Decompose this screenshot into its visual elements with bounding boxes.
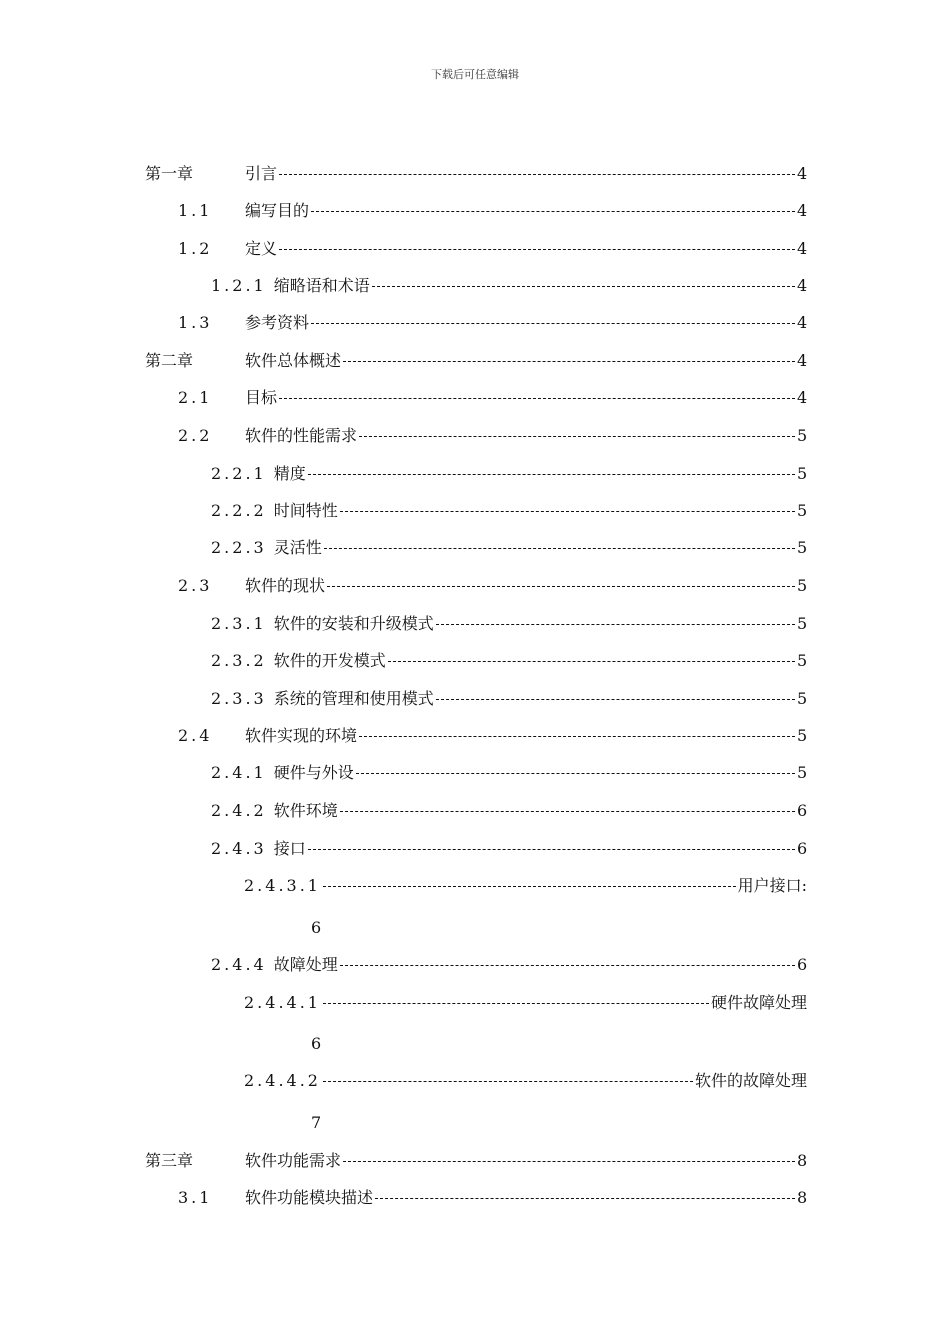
toc-title: 软件的性能需求 — [245, 426, 358, 445]
toc-page: 5 — [797, 726, 808, 745]
toc-title: 软件环境 — [273, 801, 338, 820]
toc-entry[interactable] — [211, 536, 807, 560]
toc-title: 目标 — [245, 388, 278, 407]
toc-entry[interactable] — [211, 799, 807, 823]
toc-page: 8 — [797, 1188, 808, 1207]
toc-leader — [323, 991, 709, 1015]
toc-page: 4 — [797, 313, 808, 332]
toc-entry[interactable] — [211, 687, 807, 711]
toc-title: 软件的现状 — [245, 576, 326, 595]
toc-number: 第三章 — [145, 1151, 194, 1170]
toc-page: 5 — [797, 614, 808, 633]
toc-title: 参考资料 — [245, 313, 310, 332]
toc-leader — [324, 536, 795, 560]
toc-page: 8 — [797, 1151, 808, 1170]
toc-leader — [311, 311, 795, 335]
toc-number: 1.1 — [178, 201, 213, 220]
toc-leader — [327, 574, 795, 598]
toc-number: 第一章 — [145, 164, 194, 183]
toc-entry[interactable] — [211, 761, 807, 785]
toc-leader — [340, 953, 795, 977]
toc-title: 故障处理 — [273, 955, 338, 974]
toc-entry[interactable] — [211, 837, 807, 861]
toc-number: 2.3 — [178, 576, 213, 595]
toc-entry[interactable] — [145, 349, 807, 373]
toc-page: 5 — [797, 689, 808, 708]
toc-page: 6 — [311, 918, 322, 937]
toc-page: 5 — [797, 538, 808, 557]
toc-number: 2.4.3 — [211, 839, 267, 858]
toc-entry[interactable] — [211, 499, 807, 523]
toc-leader — [436, 612, 795, 636]
toc-page: 4 — [797, 239, 808, 258]
toc-leader — [375, 1186, 795, 1210]
toc-entry[interactable] — [178, 1186, 807, 1210]
toc-number: 2.4.4.1 — [244, 993, 321, 1012]
toc-leader — [279, 237, 795, 261]
toc-leader — [388, 649, 795, 673]
toc-number: 1.2 — [178, 239, 213, 258]
toc-leader — [340, 499, 795, 523]
toc-number: 2.4 — [178, 726, 213, 745]
toc-entry[interactable] — [244, 1069, 807, 1093]
toc-number: 2.4.2 — [211, 801, 267, 820]
toc-number: 第二章 — [145, 351, 194, 370]
toc-page: 7 — [311, 1113, 322, 1132]
toc-number: 2.3.2 — [211, 651, 267, 670]
toc-title: 精度 — [273, 464, 306, 483]
toc-page: 6 — [797, 801, 808, 820]
toc-number: 2.2.2 — [211, 501, 267, 520]
toc-page: 6 — [797, 839, 808, 858]
toc-title: 用户接口: — [737, 876, 807, 895]
toc-page: 6 — [311, 1034, 322, 1053]
toc-entry[interactable] — [178, 574, 807, 598]
toc-leader — [372, 274, 795, 298]
toc-number: 2.2 — [178, 426, 213, 445]
toc-number: 3.1 — [178, 1188, 213, 1207]
toc-leader — [323, 874, 736, 898]
toc-leader — [343, 349, 795, 373]
toc-page: 4 — [797, 351, 808, 370]
toc-leader — [343, 1149, 795, 1173]
toc-leader — [279, 162, 795, 186]
toc-number: 2.2.1 — [211, 464, 267, 483]
toc-entry[interactable] — [211, 612, 807, 636]
toc-leader — [311, 199, 795, 223]
toc-entry[interactable] — [178, 199, 807, 223]
toc-number: 2.4.4 — [211, 955, 267, 974]
toc-title: 硬件与外设 — [273, 763, 354, 782]
toc-title: 软件实现的环境 — [245, 726, 358, 745]
toc-leader — [359, 724, 795, 748]
toc-number: 2.4.3.1 — [244, 876, 321, 895]
toc-entry[interactable] — [178, 237, 807, 261]
toc-entry[interactable] — [178, 311, 807, 335]
toc-page: 4 — [797, 388, 808, 407]
toc-page: 4 — [797, 201, 808, 220]
toc-page: 5 — [797, 464, 808, 483]
toc-number: 1.3 — [178, 313, 213, 332]
toc-page: 5 — [797, 763, 808, 782]
toc-page: 4 — [797, 276, 808, 295]
toc-leader — [340, 799, 795, 823]
toc-title: 软件的故障处理 — [694, 1071, 807, 1090]
toc-entry[interactable] — [211, 462, 807, 486]
toc-title: 缩略语和术语 — [273, 276, 370, 295]
toc-title: 硬件故障处理 — [710, 993, 807, 1012]
toc-entry[interactable] — [211, 953, 807, 977]
toc-page: 5 — [797, 576, 808, 595]
toc-title: 时间特性 — [273, 501, 338, 520]
toc-number: 2.4.1 — [211, 763, 267, 782]
toc-entry[interactable] — [178, 724, 807, 748]
toc-page: 5 — [797, 426, 808, 445]
toc-leader — [359, 424, 795, 448]
toc-entry[interactable] — [244, 991, 807, 1015]
toc-entry[interactable] — [178, 424, 807, 448]
toc-title: 软件功能需求 — [245, 1151, 342, 1170]
toc-title: 系统的管理和使用模式 — [273, 689, 434, 708]
toc-entry[interactable] — [211, 649, 807, 673]
toc-title: 软件的安装和升级模式 — [273, 614, 434, 633]
toc-title: 软件的开发模式 — [273, 651, 386, 670]
toc-leader — [279, 386, 795, 410]
toc-number: 2.2.3 — [211, 538, 267, 557]
toc-page: 5 — [797, 501, 808, 520]
toc-page: 5 — [797, 651, 808, 670]
page-header: 下载后可任意编辑 — [431, 68, 519, 81]
toc-title: 引言 — [245, 164, 278, 183]
toc-number: 2.1 — [178, 388, 213, 407]
toc-entry[interactable] — [145, 162, 807, 186]
toc-leader — [436, 687, 795, 711]
toc-entry[interactable] — [178, 386, 807, 410]
toc-leader — [356, 761, 795, 785]
toc-leader — [308, 462, 795, 486]
toc-title: 接口 — [273, 839, 306, 858]
toc-title: 软件功能模块描述 — [245, 1188, 374, 1207]
toc-title: 灵活性 — [273, 538, 322, 557]
toc-number: 2.3.3 — [211, 689, 267, 708]
toc-entry[interactable] — [244, 874, 807, 898]
toc-entry[interactable] — [145, 1149, 807, 1173]
toc-number: 1.2.1 — [211, 276, 267, 295]
toc-entry[interactable] — [211, 274, 807, 298]
toc-title: 定义 — [245, 239, 278, 258]
toc-title: 软件总体概述 — [245, 351, 342, 370]
toc-title: 编写目的 — [245, 201, 310, 220]
toc-leader — [323, 1069, 693, 1093]
toc-leader — [308, 837, 795, 861]
toc-number: 2.4.4.2 — [244, 1071, 321, 1090]
toc-page: 6 — [797, 955, 808, 974]
toc-number: 2.3.1 — [211, 614, 267, 633]
toc-page: 4 — [797, 164, 808, 183]
